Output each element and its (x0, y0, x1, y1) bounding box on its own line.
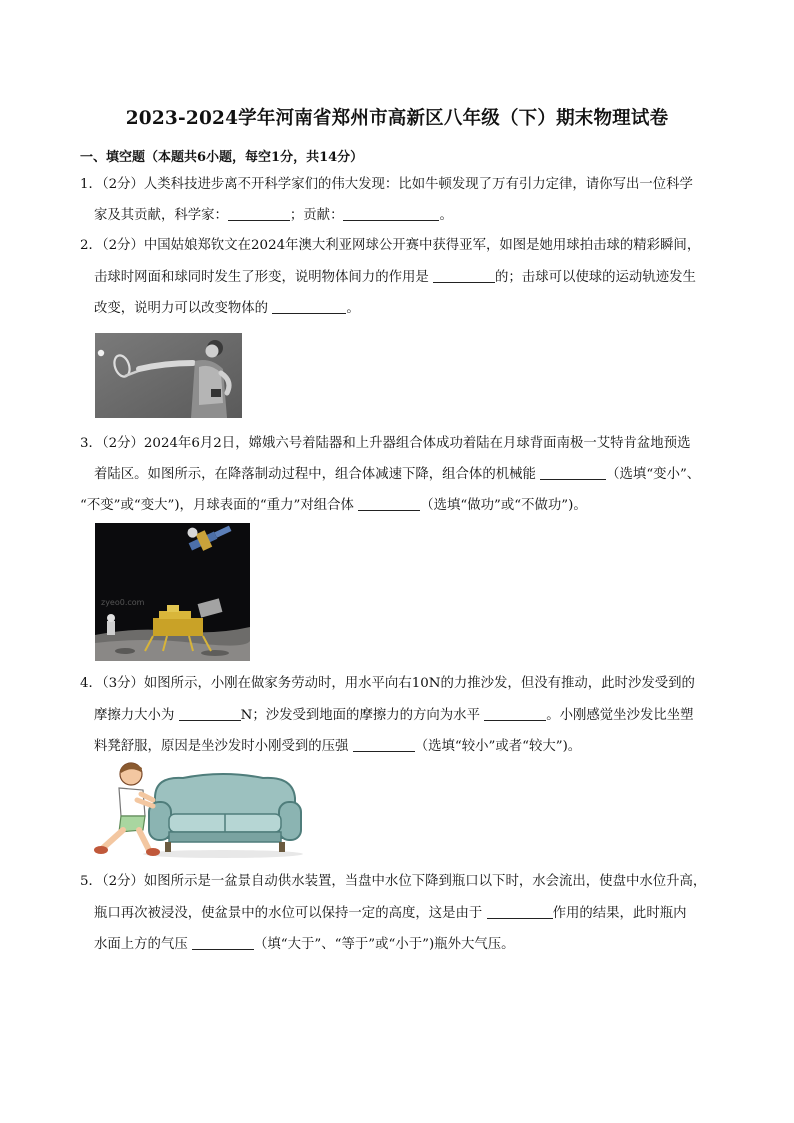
q3-line-2: 着陆区。如图所示，在降落制动过程中，组合体减速下降，组合体的机械能 （选填“变小”、 (94, 467, 701, 482)
page-title: 2023-2024学年河南省郑州市高新区八年级（下）期末物理试卷 (125, 108, 669, 129)
q5-line-2: 瓶口再次被浸没，使盆景中的水位可以保持一定的高度，这是由于 作用的结果，此时瓶内 (94, 906, 687, 921)
q1-answer-blank-scientist[interactable] (228, 206, 290, 221)
lunar-lander-figure (95, 523, 250, 661)
q3-answer-blank-1[interactable] (540, 465, 606, 480)
q4-line-2: 摩擦力大小为 N；沙发受到地面的摩擦力的方向为水平 。小刚感觉坐沙发比坐塑 (94, 708, 694, 723)
tennis-player-figure (95, 333, 242, 418)
q5-answer-blank-2[interactable] (192, 935, 254, 950)
boy-pushing-sofa-figure (93, 760, 305, 860)
q1-line-1: 1．（2分）人类科技进步离不开科学家们的伟大发现：比如牛顿发现了万有引力定律，请你写出一位科学 (80, 177, 693, 192)
q4-answer-blank-1[interactable] (179, 706, 241, 721)
q1-answer-blank-contribution[interactable] (343, 206, 439, 221)
q2-line-2: 击球时网面和球同时发生了形变，说明物体间力的作用是 的；击球可以使球的运动轨迹发生 (94, 270, 696, 285)
q2-answer-blank-2[interactable] (272, 299, 346, 314)
q2-answer-blank-1[interactable] (433, 268, 495, 283)
q4-line-3: 料凳舒服，原因是坐沙发时小刚受到的压强 （选填“较小”或者“较大”)。 (94, 739, 582, 754)
q5-answer-blank-1[interactable] (487, 904, 553, 919)
q4-answer-blank-2[interactable] (484, 706, 546, 721)
q3-answer-blank-2[interactable] (358, 496, 420, 511)
q3-line-3: “不变”或“变大”)，月球表面的“重力”对组合体 （选填“做功”或“不做功”)。 (80, 498, 587, 513)
q2-line-3: 改变，说明力可以改变物体的 。 (94, 301, 360, 316)
section-heading: 一、填空题（本题共6小题，每空1分，共14分） (80, 150, 364, 165)
q1-line-2: 家及其贡献，科学家： ；贡献： 。 (94, 208, 453, 223)
q5-line-1: 5．（2分）如图所示是一盆景自动供水装置，当盘中水位下降到瓶口以下时，水会流出，使盘中水位升高， (80, 874, 707, 889)
q3-line-1: 3．（2分）2024年6月2日，嫦娥六号着陆器和上升器组合体成功着陆在月球背面南极一艾特肯盆地预选 (80, 436, 691, 451)
q2-line-1: 2．（2分）中国姑娘郑钦文在2024年澳大利亚网球公开赛中获得亚军，如图是她用球拍击球的精彩瞬间， (80, 238, 701, 253)
figure-watermark: zyeo0.com (101, 598, 145, 607)
q4-line-1: 4．（3分）如图所示，小刚在做家务劳动时，用水平向右10N的力推沙发，但没有推动，此时沙发受到的 (80, 676, 695, 691)
q4-answer-blank-3[interactable] (353, 737, 415, 752)
q5-line-3: 水面上方的气压 （填“大于”、“等于”或“小于”)瓶外大气压。 (94, 937, 515, 952)
